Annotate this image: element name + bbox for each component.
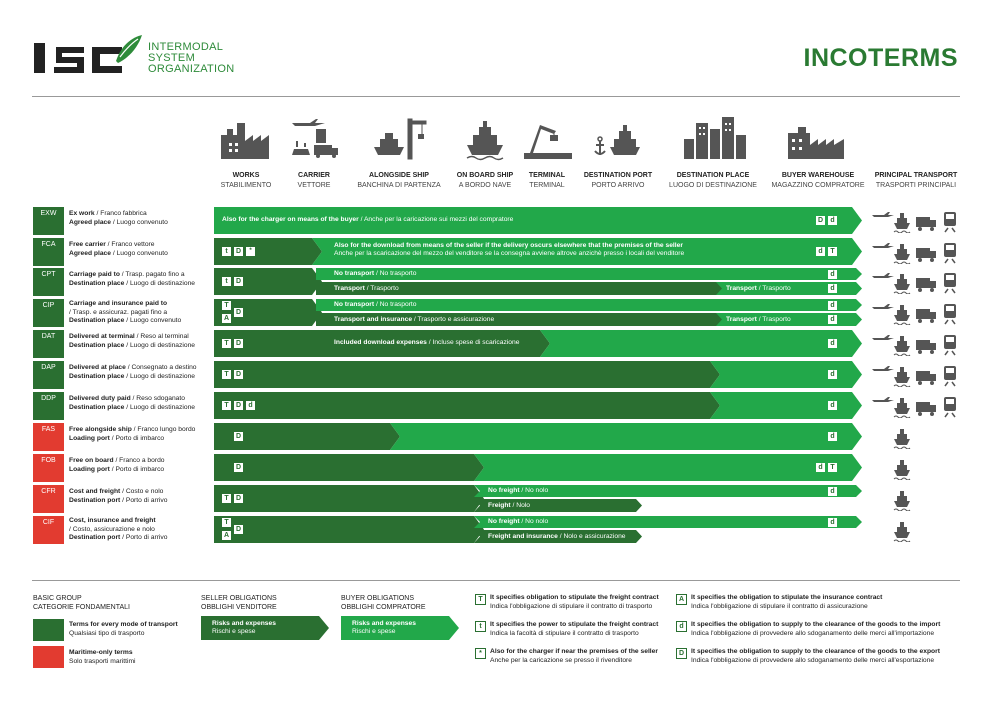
desc-text: / Franco fabbrica <box>94 210 147 217</box>
incoterm-description <box>69 241 168 258</box>
logo-line-2: SYSTEM <box>148 52 196 64</box>
risk-arrow <box>390 423 862 450</box>
tag-D: D <box>235 309 242 316</box>
tag-d: d <box>828 216 837 225</box>
tag-D: D <box>235 433 242 440</box>
column-label-it: TRASPORTI PRINCIPALI <box>875 182 957 189</box>
legend-key-d-text <box>691 621 940 638</box>
incoterm-code: CIF <box>33 516 64 544</box>
transport-modes-icons <box>870 363 960 387</box>
bar-label <box>488 533 626 541</box>
legend-all-transport <box>69 621 178 638</box>
legend-key-T-text <box>490 594 659 611</box>
risk-arrow <box>214 454 484 481</box>
tag-T: T <box>828 463 837 472</box>
risk-arrow <box>214 361 720 388</box>
terminal-crane-icon <box>524 115 572 166</box>
bar-label-text: / Trasporto <box>364 285 399 292</box>
transport-modes-icons <box>870 301 960 325</box>
legend-key-t: t <box>475 621 486 632</box>
desc-text: / Costo e nolo <box>120 488 164 495</box>
column-label: TERMINAL <box>528 172 566 179</box>
column-destination-place <box>653 171 773 191</box>
legend-heading: BUYER OBLIGATIONS <box>341 595 414 602</box>
column-label: CARRIER <box>298 172 330 179</box>
logo-line-3: ORGANIZATION <box>148 63 235 75</box>
desc-bold: Destination place <box>69 403 125 411</box>
bar-label <box>334 301 417 309</box>
bar-label-bold: Also for the download from means of the seller if the delivery oscurs elsewhere that the premises of the seller <box>334 242 683 249</box>
legend-text: Anche per la caricazione se presso il rivenditore <box>490 656 632 664</box>
tag-d: d <box>828 284 837 293</box>
ship-icon <box>870 425 960 449</box>
tag-d: d <box>828 270 837 279</box>
bar-label-text: / Trasporto <box>756 285 791 292</box>
legend-text: Indica l'obbligazione di provvedere allo sdoganamento delle merci all'esportazione <box>691 656 935 664</box>
city-icon <box>682 115 748 166</box>
desc-bold: Agreed place <box>69 249 111 257</box>
legend-text-bold: It specifies the obligation to supply to the clearance of the goods to the export <box>691 648 940 655</box>
desc-text: / Reso sdoganato <box>130 395 185 402</box>
incoterm-description <box>69 395 195 412</box>
ship-icon <box>870 518 960 542</box>
desc-bold: Free on board <box>69 457 114 464</box>
legend-key-D: D <box>676 648 687 659</box>
iso-logo <box>34 33 144 82</box>
legend-heading: BASIC GROUP <box>33 595 82 602</box>
bar-label-it: Anche per la scaricazione del mezzo del venditore se la consegna avviene altrove anzichè presso i locali del venditore <box>334 250 685 257</box>
desc-text: / Franco lungo bordo <box>131 426 196 433</box>
bar-label <box>726 285 791 293</box>
incoterm-description <box>69 333 195 350</box>
port-ship-anchor-icon <box>592 115 642 166</box>
tag-d: d <box>828 301 837 310</box>
bar-label-bold: No freight <box>488 518 520 525</box>
bar-label <box>488 502 530 510</box>
buyer-risk-arrow <box>341 616 459 645</box>
tag-A: A <box>223 532 230 539</box>
page-title: INCOTERMS <box>803 44 958 72</box>
legend-maritime <box>69 649 136 666</box>
incoterm-description <box>69 457 165 474</box>
column-label: PRINCIPAL TRANSPORT <box>874 172 958 179</box>
desc-text: / Luogo di destinazione <box>124 279 196 287</box>
tag-d: d <box>828 339 837 348</box>
tag-d: d <box>828 432 837 441</box>
bar-label-bold: Also for the charger on means of the buyer <box>222 216 359 223</box>
transport-modes-icons <box>870 394 960 418</box>
column-label: BUYER WAREHOUSE <box>781 172 855 179</box>
legend-heading: SELLER OBLIGATIONS <box>201 595 277 602</box>
incoterm-code: FAS <box>33 423 64 451</box>
tag-T: T <box>222 301 231 310</box>
tag-D: D <box>235 526 242 533</box>
incoterm-code: EXW <box>33 207 64 235</box>
column-label-it: STABILIMENTO <box>220 182 272 189</box>
bar-label-text: / Anche per la caricazione sui mezzi del compratore <box>358 216 514 223</box>
bar-label <box>334 242 684 258</box>
bar-label-text: / Trasporto e assicurazione <box>412 316 495 323</box>
desc-text: / Reso al terminal <box>134 333 189 340</box>
desc-text: / Luogo di destinazione <box>124 372 196 380</box>
bar-label-text: / Trasporto <box>756 316 791 323</box>
ship-crane-icon <box>372 115 428 166</box>
legend-key-A: A <box>676 594 687 605</box>
desc-bold: Cost, insurance and freight <box>69 517 156 524</box>
logo-line-1: INTERMODAL <box>148 41 224 53</box>
bar-label-bold: No transport <box>334 270 375 277</box>
legend-heading-it: OBBLIGHI VENDITORE <box>201 604 277 611</box>
column-label-it: LUOGO DI DESTINAZIONE <box>669 182 757 189</box>
bar-label-text: / No nolo <box>519 518 549 525</box>
desc-text: / Franco a bordo <box>113 457 165 464</box>
tag-D: D <box>817 217 824 224</box>
transport-modes-icons <box>870 270 960 294</box>
risk-arrow <box>474 454 862 481</box>
legend-text: Indica l'obbligazione di stipulare il contratto di trasporto <box>490 602 653 610</box>
transport-modes-icons <box>870 240 960 264</box>
tag-D: D <box>235 464 242 471</box>
incoterm-code: CIP <box>33 299 64 327</box>
desc-text: / Luogo convenuto <box>111 249 168 257</box>
bar-label-text: / Nolo <box>510 502 530 509</box>
warehouse-icon <box>786 115 848 166</box>
risk-arrow <box>710 361 862 388</box>
desc-text: / Costo, assicurazione e nolo <box>69 525 155 533</box>
column-label: WORKS <box>232 172 260 179</box>
incoterm-description <box>69 364 197 381</box>
desc-text: / Luogo convenuto <box>124 317 182 325</box>
factory-icon <box>219 115 277 166</box>
bar-label-bold: Transport <box>334 285 365 292</box>
tag-T: T <box>828 247 837 256</box>
desc-text: / Luogo di destinazione <box>124 341 196 349</box>
desc-text: / Porto di imbarco <box>109 434 165 442</box>
incoterm-description <box>69 300 181 326</box>
bar-label-bold: Transport <box>726 285 757 292</box>
incoterm-description <box>69 488 167 505</box>
incoterm-description <box>69 271 195 288</box>
transport-modes-icons <box>870 332 960 356</box>
bar-label-text: / Incluse spese di scaricazione <box>426 339 520 346</box>
legend-text: Solo trasporti marittimi <box>69 657 136 665</box>
legend-text-bold: Maritime-only terms <box>69 649 133 656</box>
desc-text: / Consegnato a destino <box>125 364 197 371</box>
incoterm-description <box>69 210 168 227</box>
tag-A: A <box>223 315 230 322</box>
bar-label-bold: No freight <box>488 487 520 494</box>
seller-risk-arrow <box>201 616 329 645</box>
legend-text: Rischi e spese <box>212 628 256 635</box>
tag-d: d <box>816 463 825 472</box>
logo-text <box>148 42 235 75</box>
tag-d: d <box>828 401 837 410</box>
risk-arrow <box>540 330 862 357</box>
legend-text: Qualsiasi tipo di trasporto <box>69 629 145 637</box>
desc-bold: Destination place <box>69 372 125 380</box>
desc-bold: Delivered at place <box>69 364 126 371</box>
desc-bold: Free alongside ship <box>69 426 132 433</box>
tag-T: T <box>222 339 231 348</box>
column-label-it: A BORDO NAVE <box>458 182 512 189</box>
ship-icon <box>870 487 960 511</box>
bar-label <box>334 270 417 278</box>
legend-text-bold: Terms for every mode of transport <box>69 621 178 628</box>
bar-label-bold: No transport <box>334 301 375 308</box>
bar-label <box>488 518 548 526</box>
legend-basic-group <box>33 594 130 612</box>
legend-text: Indica l'obbligazione di provvedere allo sdoganamento delle merci all'importazione <box>691 629 935 637</box>
incoterm-description <box>69 426 195 443</box>
column-label: ALONGSIDE SHIP <box>369 172 429 179</box>
desc-bold: Loading port <box>69 465 110 473</box>
legend-text-bold: Risks and expenses <box>212 620 276 627</box>
desc-text: / Trasp. pagato fino a <box>119 271 185 278</box>
bar-label <box>334 285 399 293</box>
tag-D: D <box>235 278 242 285</box>
legend-text-bold: It specifies the obligation to stipulate the insurance contract <box>691 594 883 601</box>
column-label-it: VETTORE <box>297 182 331 189</box>
bar-label-bold: Freight and insurance <box>488 533 558 540</box>
tag-d: d <box>816 247 825 256</box>
incoterm-code: CPT <box>33 268 64 296</box>
divider <box>32 96 960 97</box>
tag-D: D <box>235 248 242 255</box>
tag-T: T <box>222 401 231 410</box>
legend-buyer <box>341 594 426 612</box>
bar-label-text: / No trasporto <box>374 270 417 277</box>
desc-bold: Destination port <box>69 534 121 542</box>
desc-bold: Ex work <box>69 210 95 217</box>
plane-truck-icon <box>288 115 344 166</box>
desc-bold: Destination port <box>69 496 121 504</box>
ship-icon <box>465 115 505 166</box>
column-label-it: BANCHINA DI PARTENZA <box>357 182 441 189</box>
legend-text-bold: Also for the charger if near the premises of the seller <box>490 648 658 655</box>
incoterm-code: DAT <box>33 330 64 358</box>
desc-bold: Carriage and insurance paid to <box>69 300 168 307</box>
column-label: ON BOARD SHIP <box>456 172 514 179</box>
buyer-risk-label <box>352 620 416 636</box>
column-principal-transport <box>856 171 976 191</box>
desc-bold: Loading port <box>69 434 110 442</box>
desc-text: / Franco vettore <box>105 241 155 248</box>
tag-d: d <box>828 315 837 324</box>
column-label: DESTINATION PORT <box>583 172 653 179</box>
transport-modes-icons <box>870 209 960 233</box>
desc-bold: Destination place <box>69 341 125 349</box>
desc-text: / Luogo di destinazione <box>124 403 196 411</box>
bar-label-bold: Transport and insurance <box>334 316 413 323</box>
legend-text-bold: It specifies the obligation to supply to the clearance of the goods to the import <box>691 621 941 628</box>
column-label-it: MAGAZZINO COMPRATORE <box>771 182 865 189</box>
bar-label-text: / No nolo <box>519 487 549 494</box>
legend-key-t-text <box>490 621 658 638</box>
bar-label <box>334 316 494 324</box>
incoterm-code: FOB <box>33 454 64 482</box>
desc-bold: Agreed place <box>69 218 111 226</box>
swatch-all-transport <box>33 619 64 641</box>
bar-label <box>726 316 791 324</box>
bar-label-text: / No trasporto <box>374 301 417 308</box>
desc-bold: Destination place <box>69 317 125 325</box>
desc-text: / Porto di arrivo <box>120 534 168 542</box>
legend-text: Indica l'obbligazione di stipulare il contratto di assicurazione <box>691 602 868 610</box>
bar-label-text: / Nolo e assicurazione <box>557 533 626 540</box>
desc-bold: Delivered duty paid <box>69 395 131 402</box>
tag-T: T <box>222 494 231 503</box>
desc-text: / Trasp. e assicuraz. pagati fino a <box>69 308 168 316</box>
swatch-maritime <box>33 646 64 668</box>
bar-label <box>222 216 513 224</box>
ship-icon <box>870 456 960 480</box>
tag-d: d <box>828 487 837 496</box>
legend-text-bold: Risks and expenses <box>352 620 416 627</box>
seller-risk-label <box>212 620 276 636</box>
legend-heading-it: OBBLIGHI COMPRATORE <box>341 604 426 611</box>
tag-T: T <box>222 370 231 379</box>
risk-arrow <box>214 485 484 512</box>
tag-d: d <box>828 518 837 527</box>
legend-heading-it: CATEGORIE FONDAMENTALI <box>33 604 130 611</box>
legend-key-star-text <box>490 648 658 665</box>
legend-key-d: d <box>676 621 687 632</box>
tag-D: D <box>235 340 242 347</box>
risk-arrow <box>710 392 862 419</box>
tag-star: * <box>246 247 255 256</box>
incoterm-code: FCA <box>33 238 64 266</box>
incoterm-code: DAP <box>33 361 64 389</box>
bar-label <box>488 487 548 495</box>
legend-key-star: * <box>475 648 486 659</box>
legend-key-A-text <box>691 594 882 611</box>
desc-bold: Free carrier <box>69 241 106 248</box>
desc-text: / Luogo convenuto <box>111 218 168 226</box>
tag-t: t <box>222 247 231 256</box>
column-label-it: TERMINAL <box>529 182 565 189</box>
divider <box>32 580 960 581</box>
legend-text: Rischi e spese <box>352 628 396 635</box>
bar-label-bold: Included download expenses <box>334 339 427 346</box>
incoterm-description <box>69 517 167 543</box>
legend-seller <box>201 594 277 612</box>
legend-text-bold: It specifies obligation to stipulate the freight contract <box>490 594 659 601</box>
tag-T: T <box>222 518 231 527</box>
legend-text-bold: It specifies the power to stipulate the freight contract <box>490 621 659 628</box>
tag-D: D <box>235 402 242 409</box>
bar-label-bold: Freight <box>488 502 511 509</box>
incoterm-code: DDP <box>33 392 64 420</box>
incoterm-code: CFR <box>33 485 64 513</box>
desc-text: / Porto di arrivo <box>120 496 168 504</box>
tag-D: D <box>235 371 242 378</box>
desc-bold: Destination place <box>69 279 125 287</box>
risk-arrow <box>214 516 484 543</box>
column-label-it: PORTO ARRIVO <box>591 182 645 189</box>
tag-d: d <box>828 370 837 379</box>
desc-bold: Carriage paid to <box>69 271 120 278</box>
desc-text: / Porto di imbarco <box>109 465 165 473</box>
legend-key-D-text <box>691 648 940 665</box>
bar-label <box>334 339 519 347</box>
legend-text: Indica la facoltà di stipulare il contratto di trasporto <box>490 629 639 637</box>
tag-t: t <box>222 277 231 286</box>
column-label: DESTINATION PLACE <box>676 172 750 179</box>
desc-bold: Delivered at terminal <box>69 333 135 340</box>
risk-arrow <box>214 392 720 419</box>
legend-key-T: T <box>475 594 486 605</box>
bar-label-bold: Transport <box>726 316 757 323</box>
tag-D: D <box>235 495 242 502</box>
tag-d: d <box>246 401 255 410</box>
desc-bold: Cost and freight <box>69 488 121 495</box>
